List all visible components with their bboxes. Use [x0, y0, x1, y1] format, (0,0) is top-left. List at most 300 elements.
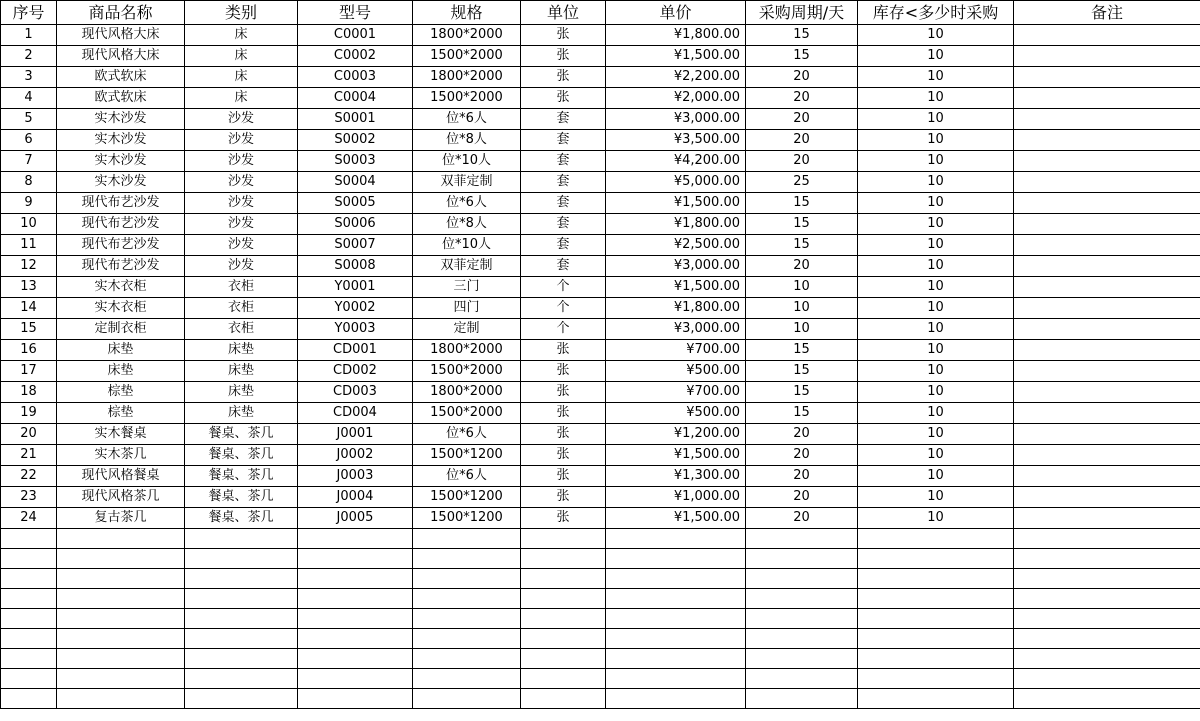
cell-model[interactable]: Y0002: [298, 298, 413, 319]
empty-cell[interactable]: [1014, 569, 1200, 589]
cell-category[interactable]: 床垫: [185, 361, 298, 382]
cell-category[interactable]: 沙发: [185, 130, 298, 151]
empty-cell[interactable]: [185, 549, 298, 569]
cell-product-name[interactable]: 现代布艺沙发: [57, 214, 185, 235]
empty-cell[interactable]: [521, 549, 606, 569]
empty-cell[interactable]: [1, 669, 57, 689]
cell-purchase-cycle[interactable]: 15: [746, 340, 858, 361]
cell-category[interactable]: 床垫: [185, 403, 298, 424]
cell-remarks[interactable]: [1014, 109, 1200, 130]
cell-unit[interactable]: 套: [521, 214, 606, 235]
cell-product-name[interactable]: 床垫: [57, 361, 185, 382]
empty-cell[interactable]: [746, 529, 858, 549]
cell-index[interactable]: 2: [1, 46, 57, 67]
empty-cell[interactable]: [746, 609, 858, 629]
cell-reorder-threshold[interactable]: 10: [858, 193, 1014, 214]
cell-reorder-threshold[interactable]: 10: [858, 277, 1014, 298]
empty-cell[interactable]: [858, 629, 1014, 649]
cell-purchase-cycle[interactable]: 15: [746, 25, 858, 46]
empty-cell[interactable]: [413, 629, 521, 649]
cell-spec[interactable]: 四门: [413, 298, 521, 319]
cell-model[interactable]: S0006: [298, 214, 413, 235]
cell-remarks[interactable]: [1014, 424, 1200, 445]
empty-cell[interactable]: [1, 629, 57, 649]
cell-index[interactable]: 6: [1, 130, 57, 151]
empty-cell[interactable]: [746, 589, 858, 609]
empty-cell[interactable]: [57, 549, 185, 569]
cell-reorder-threshold[interactable]: 10: [858, 172, 1014, 193]
cell-model[interactable]: S0005: [298, 193, 413, 214]
cell-spec[interactable]: 1500*2000: [413, 403, 521, 424]
cell-reorder-threshold[interactable]: 10: [858, 151, 1014, 172]
cell-spec[interactable]: 位*6人: [413, 193, 521, 214]
cell-unit-price[interactable]: ¥3,000.00: [606, 319, 746, 340]
cell-category[interactable]: 衣柜: [185, 277, 298, 298]
cell-unit-price[interactable]: ¥3,000.00: [606, 109, 746, 130]
cell-index[interactable]: 16: [1, 340, 57, 361]
cell-spec[interactable]: 1800*2000: [413, 67, 521, 88]
empty-cell[interactable]: [746, 669, 858, 689]
empty-cell[interactable]: [185, 649, 298, 669]
empty-cell[interactable]: [57, 689, 185, 709]
empty-cell[interactable]: [858, 609, 1014, 629]
cell-index[interactable]: 20: [1, 424, 57, 445]
empty-cell[interactable]: [606, 629, 746, 649]
empty-cell[interactable]: [746, 649, 858, 669]
empty-cell[interactable]: [57, 609, 185, 629]
empty-cell[interactable]: [1, 569, 57, 589]
cell-purchase-cycle[interactable]: 25: [746, 172, 858, 193]
cell-model[interactable]: Y0001: [298, 277, 413, 298]
cell-spec[interactable]: 定制: [413, 319, 521, 340]
cell-product-name[interactable]: 实木沙发: [57, 151, 185, 172]
empty-cell[interactable]: [1, 549, 57, 569]
cell-unit[interactable]: 套: [521, 193, 606, 214]
cell-purchase-cycle[interactable]: 20: [746, 445, 858, 466]
cell-product-name[interactable]: 实木餐桌: [57, 424, 185, 445]
cell-index[interactable]: 24: [1, 508, 57, 529]
cell-purchase-cycle[interactable]: 20: [746, 88, 858, 109]
cell-spec[interactable]: 三门: [413, 277, 521, 298]
cell-index[interactable]: 21: [1, 445, 57, 466]
cell-category[interactable]: 餐桌、茶几: [185, 508, 298, 529]
cell-model[interactable]: CD001: [298, 340, 413, 361]
cell-index[interactable]: 3: [1, 67, 57, 88]
cell-unit[interactable]: 张: [521, 487, 606, 508]
empty-cell[interactable]: [858, 689, 1014, 709]
empty-cell[interactable]: [1014, 689, 1200, 709]
empty-cell[interactable]: [413, 569, 521, 589]
cell-spec[interactable]: 1800*2000: [413, 340, 521, 361]
cell-spec[interactable]: 位*6人: [413, 424, 521, 445]
cell-category[interactable]: 床垫: [185, 382, 298, 403]
header-unit-price[interactable]: 单价: [606, 1, 746, 25]
cell-unit-price[interactable]: ¥500.00: [606, 361, 746, 382]
cell-spec[interactable]: 位*6人: [413, 109, 521, 130]
cell-purchase-cycle[interactable]: 15: [746, 193, 858, 214]
cell-remarks[interactable]: [1014, 466, 1200, 487]
cell-index[interactable]: 11: [1, 235, 57, 256]
cell-reorder-threshold[interactable]: 10: [858, 67, 1014, 88]
empty-cell[interactable]: [521, 589, 606, 609]
cell-remarks[interactable]: [1014, 487, 1200, 508]
cell-category[interactable]: 餐桌、茶几: [185, 487, 298, 508]
empty-cell[interactable]: [1014, 589, 1200, 609]
cell-remarks[interactable]: [1014, 151, 1200, 172]
cell-unit-price[interactable]: ¥2,500.00: [606, 235, 746, 256]
header-model[interactable]: 型号: [298, 1, 413, 25]
empty-cell[interactable]: [1014, 629, 1200, 649]
cell-remarks[interactable]: [1014, 235, 1200, 256]
empty-cell[interactable]: [1, 529, 57, 549]
empty-cell[interactable]: [1014, 649, 1200, 669]
cell-unit-price[interactable]: ¥1,000.00: [606, 487, 746, 508]
cell-model[interactable]: J0003: [298, 466, 413, 487]
cell-product-name[interactable]: 欧式软床: [57, 88, 185, 109]
cell-remarks[interactable]: [1014, 130, 1200, 151]
cell-remarks[interactable]: [1014, 25, 1200, 46]
cell-category[interactable]: 餐桌、茶几: [185, 466, 298, 487]
cell-unit[interactable]: 张: [521, 340, 606, 361]
empty-cell[interactable]: [606, 529, 746, 549]
empty-cell[interactable]: [746, 549, 858, 569]
cell-remarks[interactable]: [1014, 193, 1200, 214]
cell-product-name[interactable]: 现代布艺沙发: [57, 235, 185, 256]
empty-cell[interactable]: [298, 569, 413, 589]
empty-cell[interactable]: [185, 589, 298, 609]
cell-index[interactable]: 12: [1, 256, 57, 277]
empty-cell[interactable]: [413, 649, 521, 669]
empty-cell[interactable]: [521, 669, 606, 689]
cell-purchase-cycle[interactable]: 20: [746, 466, 858, 487]
cell-category[interactable]: 餐桌、茶几: [185, 424, 298, 445]
cell-reorder-threshold[interactable]: 10: [858, 109, 1014, 130]
cell-unit-price[interactable]: ¥1,800.00: [606, 214, 746, 235]
cell-unit[interactable]: 张: [521, 445, 606, 466]
cell-model[interactable]: J0005: [298, 508, 413, 529]
cell-product-name[interactable]: 现代风格大床: [57, 46, 185, 67]
cell-category[interactable]: 沙发: [185, 172, 298, 193]
cell-product-name[interactable]: 棕垫: [57, 403, 185, 424]
cell-unit[interactable]: 张: [521, 67, 606, 88]
cell-spec[interactable]: 1500*2000: [413, 88, 521, 109]
cell-category[interactable]: 床: [185, 88, 298, 109]
empty-cell[interactable]: [858, 669, 1014, 689]
cell-purchase-cycle[interactable]: 20: [746, 109, 858, 130]
cell-unit[interactable]: 张: [521, 466, 606, 487]
empty-cell[interactable]: [57, 669, 185, 689]
cell-category[interactable]: 衣柜: [185, 319, 298, 340]
cell-product-name[interactable]: 床垫: [57, 340, 185, 361]
empty-cell[interactable]: [1014, 669, 1200, 689]
cell-spec[interactable]: 1500*1200: [413, 508, 521, 529]
cell-unit-price[interactable]: ¥4,200.00: [606, 151, 746, 172]
empty-cell[interactable]: [606, 589, 746, 609]
empty-cell[interactable]: [57, 589, 185, 609]
cell-remarks[interactable]: [1014, 298, 1200, 319]
cell-index[interactable]: 19: [1, 403, 57, 424]
empty-cell[interactable]: [1014, 609, 1200, 629]
empty-cell[interactable]: [298, 549, 413, 569]
cell-remarks[interactable]: [1014, 67, 1200, 88]
cell-model[interactable]: J0001: [298, 424, 413, 445]
cell-category[interactable]: 床垫: [185, 340, 298, 361]
cell-model[interactable]: C0002: [298, 46, 413, 67]
cell-model[interactable]: S0001: [298, 109, 413, 130]
cell-reorder-threshold[interactable]: 10: [858, 382, 1014, 403]
cell-unit-price[interactable]: ¥5,000.00: [606, 172, 746, 193]
cell-spec[interactable]: 双菲定制: [413, 172, 521, 193]
cell-index[interactable]: 23: [1, 487, 57, 508]
cell-remarks[interactable]: [1014, 256, 1200, 277]
cell-purchase-cycle[interactable]: 15: [746, 235, 858, 256]
cell-unit[interactable]: 套: [521, 235, 606, 256]
cell-product-name[interactable]: 现代风格大床: [57, 25, 185, 46]
empty-cell[interactable]: [858, 549, 1014, 569]
cell-reorder-threshold[interactable]: 10: [858, 319, 1014, 340]
cell-unit[interactable]: 张: [521, 46, 606, 67]
cell-reorder-threshold[interactable]: 10: [858, 487, 1014, 508]
header-spec[interactable]: 规格: [413, 1, 521, 25]
cell-spec[interactable]: 位*10人: [413, 151, 521, 172]
empty-cell[interactable]: [413, 529, 521, 549]
cell-purchase-cycle[interactable]: 20: [746, 67, 858, 88]
cell-unit-price[interactable]: ¥1,800.00: [606, 25, 746, 46]
empty-cell[interactable]: [606, 649, 746, 669]
empty-cell[interactable]: [298, 589, 413, 609]
empty-cell[interactable]: [1, 689, 57, 709]
cell-category[interactable]: 床: [185, 25, 298, 46]
cell-reorder-threshold[interactable]: 10: [858, 508, 1014, 529]
cell-unit-price[interactable]: ¥1,500.00: [606, 277, 746, 298]
empty-cell[interactable]: [521, 649, 606, 669]
cell-reorder-threshold[interactable]: 10: [858, 256, 1014, 277]
empty-cell[interactable]: [413, 669, 521, 689]
empty-cell[interactable]: [185, 609, 298, 629]
cell-reorder-threshold[interactable]: 10: [858, 403, 1014, 424]
cell-category[interactable]: 衣柜: [185, 298, 298, 319]
cell-unit[interactable]: 张: [521, 424, 606, 445]
cell-purchase-cycle[interactable]: 20: [746, 424, 858, 445]
header-remarks[interactable]: 备注: [1014, 1, 1200, 25]
cell-unit[interactable]: 张: [521, 403, 606, 424]
empty-cell[interactable]: [521, 569, 606, 589]
cell-product-name[interactable]: 欧式软床: [57, 67, 185, 88]
cell-product-name[interactable]: 实木沙发: [57, 130, 185, 151]
cell-purchase-cycle[interactable]: 20: [746, 130, 858, 151]
empty-cell[interactable]: [1, 649, 57, 669]
cell-product-name[interactable]: 现代风格餐桌: [57, 466, 185, 487]
empty-cell[interactable]: [57, 529, 185, 549]
cell-purchase-cycle[interactable]: 10: [746, 277, 858, 298]
cell-remarks[interactable]: [1014, 361, 1200, 382]
cell-unit[interactable]: 套: [521, 256, 606, 277]
cell-remarks[interactable]: [1014, 445, 1200, 466]
cell-product-name[interactable]: 实木衣柜: [57, 298, 185, 319]
cell-remarks[interactable]: [1014, 46, 1200, 67]
cell-remarks[interactable]: [1014, 277, 1200, 298]
empty-cell[interactable]: [57, 629, 185, 649]
cell-model[interactable]: S0007: [298, 235, 413, 256]
header-reorder-threshold[interactable]: 库存<多少时采购: [858, 1, 1014, 25]
cell-unit[interactable]: 个: [521, 319, 606, 340]
cell-model[interactable]: S0003: [298, 151, 413, 172]
cell-unit-price[interactable]: ¥3,000.00: [606, 256, 746, 277]
cell-product-name[interactable]: 现代布艺沙发: [57, 256, 185, 277]
empty-cell[interactable]: [746, 569, 858, 589]
empty-cell[interactable]: [298, 529, 413, 549]
cell-product-name[interactable]: 实木衣柜: [57, 277, 185, 298]
cell-unit-price[interactable]: ¥700.00: [606, 340, 746, 361]
empty-cell[interactable]: [185, 569, 298, 589]
cell-category[interactable]: 沙发: [185, 235, 298, 256]
cell-model[interactable]: S0004: [298, 172, 413, 193]
cell-index[interactable]: 13: [1, 277, 57, 298]
cell-unit[interactable]: 套: [521, 172, 606, 193]
cell-unit[interactable]: 套: [521, 109, 606, 130]
cell-spec[interactable]: 双菲定制: [413, 256, 521, 277]
cell-product-name[interactable]: 现代风格茶几: [57, 487, 185, 508]
cell-model[interactable]: CD003: [298, 382, 413, 403]
cell-purchase-cycle[interactable]: 15: [746, 361, 858, 382]
cell-unit-price[interactable]: ¥1,500.00: [606, 445, 746, 466]
cell-reorder-threshold[interactable]: 10: [858, 130, 1014, 151]
cell-reorder-threshold[interactable]: 10: [858, 25, 1014, 46]
cell-product-name[interactable]: 现代布艺沙发: [57, 193, 185, 214]
header-unit[interactable]: 单位: [521, 1, 606, 25]
cell-reorder-threshold[interactable]: 10: [858, 88, 1014, 109]
cell-product-name[interactable]: 实木沙发: [57, 109, 185, 130]
empty-cell[interactable]: [521, 529, 606, 549]
empty-cell[interactable]: [413, 609, 521, 629]
header-purchase-cycle[interactable]: 采购周期/天: [746, 1, 858, 25]
cell-spec[interactable]: 1500*2000: [413, 361, 521, 382]
cell-purchase-cycle[interactable]: 15: [746, 382, 858, 403]
cell-remarks[interactable]: [1014, 340, 1200, 361]
cell-index[interactable]: 9: [1, 193, 57, 214]
empty-cell[interactable]: [298, 609, 413, 629]
cell-unit[interactable]: 张: [521, 508, 606, 529]
cell-unit-price[interactable]: ¥2,200.00: [606, 67, 746, 88]
empty-cell[interactable]: [858, 529, 1014, 549]
cell-category[interactable]: 沙发: [185, 193, 298, 214]
cell-remarks[interactable]: [1014, 88, 1200, 109]
empty-cell[interactable]: [57, 649, 185, 669]
cell-unit-price[interactable]: ¥1,500.00: [606, 193, 746, 214]
cell-unit-price[interactable]: ¥1,200.00: [606, 424, 746, 445]
cell-spec[interactable]: 1500*2000: [413, 46, 521, 67]
header-product-name[interactable]: 商品名称: [57, 1, 185, 25]
cell-purchase-cycle[interactable]: 15: [746, 214, 858, 235]
cell-model[interactable]: J0002: [298, 445, 413, 466]
empty-cell[interactable]: [521, 689, 606, 709]
cell-remarks[interactable]: [1014, 403, 1200, 424]
cell-remarks[interactable]: [1014, 508, 1200, 529]
cell-model[interactable]: C0004: [298, 88, 413, 109]
cell-index[interactable]: 18: [1, 382, 57, 403]
cell-remarks[interactable]: [1014, 382, 1200, 403]
empty-cell[interactable]: [57, 569, 185, 589]
cell-spec[interactable]: 1500*1200: [413, 487, 521, 508]
empty-cell[interactable]: [521, 629, 606, 649]
cell-unit-price[interactable]: ¥1,300.00: [606, 466, 746, 487]
empty-cell[interactable]: [298, 649, 413, 669]
cell-product-name[interactable]: 实木茶几: [57, 445, 185, 466]
empty-cell[interactable]: [1014, 529, 1200, 549]
cell-reorder-threshold[interactable]: 10: [858, 340, 1014, 361]
cell-spec[interactable]: 位*10人: [413, 235, 521, 256]
cell-index[interactable]: 5: [1, 109, 57, 130]
cell-purchase-cycle[interactable]: 10: [746, 319, 858, 340]
cell-remarks[interactable]: [1014, 214, 1200, 235]
empty-cell[interactable]: [298, 669, 413, 689]
cell-spec[interactable]: 位*6人: [413, 466, 521, 487]
cell-unit-price[interactable]: ¥2,000.00: [606, 88, 746, 109]
empty-cell[interactable]: [185, 629, 298, 649]
empty-cell[interactable]: [858, 569, 1014, 589]
cell-index[interactable]: 10: [1, 214, 57, 235]
cell-reorder-threshold[interactable]: 10: [858, 445, 1014, 466]
cell-spec[interactable]: 1800*2000: [413, 25, 521, 46]
cell-model[interactable]: J0004: [298, 487, 413, 508]
cell-index[interactable]: 4: [1, 88, 57, 109]
cell-reorder-threshold[interactable]: 10: [858, 298, 1014, 319]
empty-cell[interactable]: [746, 629, 858, 649]
empty-cell[interactable]: [746, 689, 858, 709]
cell-unit-price[interactable]: ¥500.00: [606, 403, 746, 424]
cell-model[interactable]: S0008: [298, 256, 413, 277]
header-index[interactable]: 序号: [1, 1, 57, 25]
cell-category[interactable]: 沙发: [185, 256, 298, 277]
empty-cell[interactable]: [606, 569, 746, 589]
cell-unit-price[interactable]: ¥1,500.00: [606, 46, 746, 67]
empty-cell[interactable]: [606, 669, 746, 689]
cell-unit[interactable]: 个: [521, 298, 606, 319]
cell-unit-price[interactable]: ¥3,500.00: [606, 130, 746, 151]
empty-cell[interactable]: [606, 609, 746, 629]
empty-cell[interactable]: [185, 529, 298, 549]
cell-unit-price[interactable]: ¥1,500.00: [606, 508, 746, 529]
cell-category[interactable]: 床: [185, 46, 298, 67]
cell-index[interactable]: 1: [1, 25, 57, 46]
cell-purchase-cycle[interactable]: 10: [746, 298, 858, 319]
cell-category[interactable]: 沙发: [185, 151, 298, 172]
cell-spec[interactable]: 位*8人: [413, 130, 521, 151]
cell-purchase-cycle[interactable]: 15: [746, 46, 858, 67]
empty-cell[interactable]: [185, 689, 298, 709]
empty-cell[interactable]: [1, 609, 57, 629]
cell-remarks[interactable]: [1014, 319, 1200, 340]
empty-cell[interactable]: [413, 549, 521, 569]
cell-index[interactable]: 8: [1, 172, 57, 193]
cell-model[interactable]: CD002: [298, 361, 413, 382]
empty-cell[interactable]: [413, 589, 521, 609]
empty-cell[interactable]: [606, 689, 746, 709]
cell-model[interactable]: C0001: [298, 25, 413, 46]
cell-reorder-threshold[interactable]: 10: [858, 235, 1014, 256]
cell-category[interactable]: 沙发: [185, 214, 298, 235]
cell-model[interactable]: Y0003: [298, 319, 413, 340]
cell-category[interactable]: 沙发: [185, 109, 298, 130]
cell-purchase-cycle[interactable]: 20: [746, 256, 858, 277]
cell-product-name[interactable]: 复古茶几: [57, 508, 185, 529]
empty-cell[interactable]: [413, 689, 521, 709]
empty-cell[interactable]: [185, 669, 298, 689]
empty-cell[interactable]: [298, 629, 413, 649]
cell-unit[interactable]: 套: [521, 151, 606, 172]
cell-model[interactable]: C0003: [298, 67, 413, 88]
empty-cell[interactable]: [858, 589, 1014, 609]
